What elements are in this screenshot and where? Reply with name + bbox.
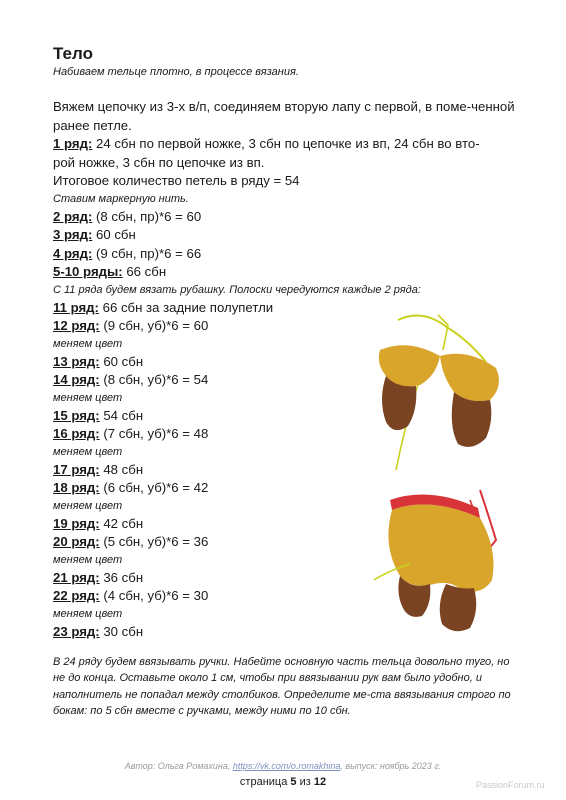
section-title: Тело [53,44,93,63]
row-instruction [53,208,523,227]
row-label: 4 ряд: [53,245,93,261]
row-label: 3 ряд: [53,227,93,243]
row-continuation: Итоговое количество петель в ряду = 54 [53,173,300,189]
closing-paragraph: В 24 ряду будем ввязывать ручки. Набейте основную часть тельца довольно туго, но не до конца. Оставьте около 1 см, чтобы при ввязывании рук вам было удобно, и наполнитель не попадал между столбиков. Определите ме-ста ввязывания строго по бокам: по 5 сбн вместе с ручками, между ними по 10 сбн. [53,656,511,718]
row-text: 54 сбн [99,407,144,423]
row-text: (7 сбн, уб)*6 = 48 [99,426,209,442]
footer-author-link[interactable]: https://vk.com/o.romakhina [232,761,341,771]
row-label: 17 ряд: [53,461,100,477]
row-note: меняем цвет [53,445,123,458]
row-text: (8 сбн, уб)*6 = 54 [99,372,209,388]
row-text: 36 сбн [99,569,144,585]
row-text: 30 сбн [99,623,144,639]
row-text: 60 сбн [92,227,136,243]
row-text: (5 сбн, уб)*6 = 36 [99,534,209,550]
row-label: 16 ряд: [53,426,100,442]
photo-legs-joined [368,310,518,480]
row-text: 66 сбн [122,264,167,280]
footer-issue-label: , выпуск: [340,761,380,771]
row-label: 15 ряд: [53,407,100,423]
row-text: 60 сбн [99,353,144,369]
row-text: 24 сбн по первой ножке, 3 сбн по цепочке из вп, 24 сбн во вто- [92,136,480,151]
row-text: (4 сбн, уб)*6 = 30 [99,588,209,604]
footer-author: Автор: Ольга Ромахина, [124,761,233,771]
photo-body-stripe [370,480,520,650]
row-note: меняем цвет [53,607,123,620]
row-label: 14 ряд: [53,372,100,388]
author-footer [0,761,566,771]
row-text: 48 сбн [99,461,144,477]
row-label: 23 ряд: [53,623,100,639]
row-note: С 11 ряда будем вязать рубашку. Полоски чередуются каждые 2 ряда: [53,283,421,296]
row-text: (6 сбн, уб)*6 = 42 [99,480,209,496]
row-label: 13 ряд: [53,353,100,369]
row-note: Ставим маркерную нить. [53,192,189,205]
row-note: меняем цвет [53,499,123,512]
row-label: 22 ряд: [53,588,100,604]
row-text: 66 сбн за задние полупетли [98,299,274,315]
row-text: (9 сбн, уб)*6 = 60 [99,318,209,334]
row-label: 2 ряд: [53,208,93,224]
footer-issue-date: ноябрь 2023 г. [379,761,442,771]
row-instruction [53,245,523,264]
watermark: PassionForum.ru [476,780,545,790]
row-label: 1 ряд: [53,136,93,151]
page-number: страница 5 из 12 [239,776,327,788]
row-label: 21 ряд: [53,569,100,585]
row-note: меняем цвет [53,337,123,350]
row-label: 12 ряд: [53,318,100,334]
row-label: 5-10 ряды: [53,264,123,280]
section-subtitle: Набиваем тельце плотно, в процессе вязания. [53,66,299,78]
row-label: 19 ряд: [53,515,100,531]
page-current: 5 [290,776,297,788]
row-note: меняем цвет [53,391,123,404]
row-continuation: рой ножке, 3 сбн по цепочке из вп. [53,154,265,170]
intro-paragraph: Вяжем цепочку из 3-х в/п, соединяем вторую лапу с первой, в поме-ченной ранее петле. [53,99,515,133]
row-instruction [53,263,523,282]
row-text: (8 сбн, пр)*6 = 60 [92,208,202,224]
row-instruction [53,135,523,154]
row-note: меняем цвет [53,553,123,566]
row-label: 11 ряд: [53,299,99,315]
row-label: 20 ряд: [53,534,100,550]
row-instruction [53,226,523,245]
row-text: 42 сбн [99,515,144,531]
page-total: 12 [313,776,327,788]
row-text: (9 сбн, пр)*6 = 66 [92,245,202,261]
row-label: 18 ряд: [53,480,100,496]
